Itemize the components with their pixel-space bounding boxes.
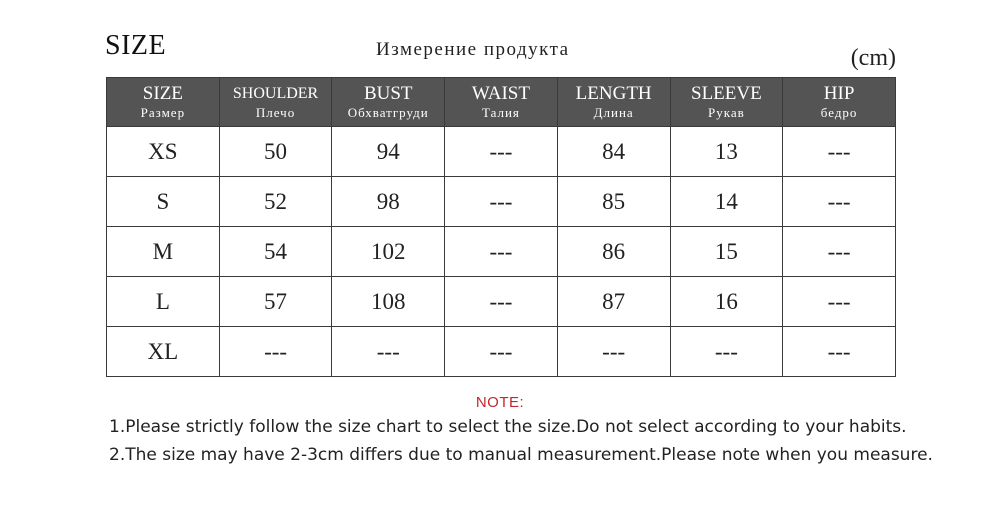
column-header-label: WAIST (471, 83, 530, 104)
column-header-label: SLEEVE (691, 83, 762, 104)
bust-cell: 102 (332, 227, 445, 277)
length-cell: --- (557, 327, 670, 377)
sleeve-cell: 13 (670, 127, 783, 177)
hip-cell: --- (783, 177, 896, 227)
product-measurement-subtitle: Измерение продукта (376, 39, 570, 60)
note-line-1: 1.Please strictly follow the size chart to select the size.Do not select according to your habits. (109, 417, 907, 437)
shoulder-cell: 54 (219, 227, 332, 277)
length-cell: 84 (557, 127, 670, 177)
size-label-cell: XS (107, 127, 220, 177)
bust-cell: --- (332, 327, 445, 377)
size-label-cell: XL (107, 327, 220, 377)
column-header-label: SIZE (142, 83, 183, 104)
table-row (107, 177, 896, 227)
waist-cell: --- (445, 177, 558, 227)
length-cell: 86 (557, 227, 670, 277)
hip-cell: --- (783, 127, 896, 177)
sleeve-cell: 15 (670, 227, 783, 277)
column-header-label: HIP (823, 83, 855, 104)
unit-label: (cm) (850, 45, 896, 71)
column-header-sublabel: Размер (140, 105, 186, 120)
shoulder-cell: 50 (219, 127, 332, 177)
column-header-label: BUST (363, 83, 413, 104)
table-row (107, 127, 896, 177)
column-header-sublabel: Длина (593, 105, 634, 120)
shoulder-cell: 57 (219, 277, 332, 327)
column-header-sublabel: Рукав (707, 105, 745, 120)
column-header-shoulder (219, 78, 332, 127)
size-label-cell: M (107, 227, 220, 277)
column-header-waist (445, 78, 558, 127)
waist-cell: --- (445, 227, 558, 277)
column-header-bust (332, 78, 445, 127)
table-row (107, 227, 896, 277)
shoulder-cell: 52 (219, 177, 332, 227)
column-header-hip (783, 78, 896, 127)
table-row (107, 277, 896, 327)
sleeve-cell: 14 (670, 177, 783, 227)
waist-cell: --- (445, 127, 558, 177)
waist-cell: --- (445, 327, 558, 377)
bust-cell: 94 (332, 127, 445, 177)
length-cell: 87 (557, 277, 670, 327)
column-header-size (107, 78, 220, 127)
size-title: SIZE (105, 30, 167, 61)
shoulder-cell: --- (219, 327, 332, 377)
column-header-length (557, 78, 670, 127)
sleeve-cell: --- (670, 327, 783, 377)
column-header-sublabel: Плечо (255, 105, 296, 120)
bust-cell: 98 (332, 177, 445, 227)
hip-cell: --- (783, 227, 896, 277)
note-title: NOTE: (475, 394, 525, 411)
column-header-sleeve (670, 78, 783, 127)
column-header-label: LENGTH (575, 83, 652, 104)
table-row (107, 327, 896, 377)
bust-cell: 108 (332, 277, 445, 327)
column-header-sublabel: Обхватгруди (347, 105, 429, 120)
size-label-cell: S (107, 177, 220, 227)
note-line-2: 2.The size may have 2-3cm differs due to manual measurement.Please note when you measure. (109, 445, 933, 465)
size-chart-table (106, 77, 896, 377)
length-cell: 85 (557, 177, 670, 227)
column-header-label: SHOULDER (232, 85, 319, 102)
sleeve-cell: 16 (670, 277, 783, 327)
table-header-row (107, 78, 896, 127)
size-label-cell: L (107, 277, 220, 327)
column-header-sublabel: Талия (481, 105, 520, 120)
hip-cell: --- (783, 277, 896, 327)
hip-cell: --- (783, 327, 896, 377)
waist-cell: --- (445, 277, 558, 327)
column-header-sublabel: бедро (820, 105, 858, 120)
